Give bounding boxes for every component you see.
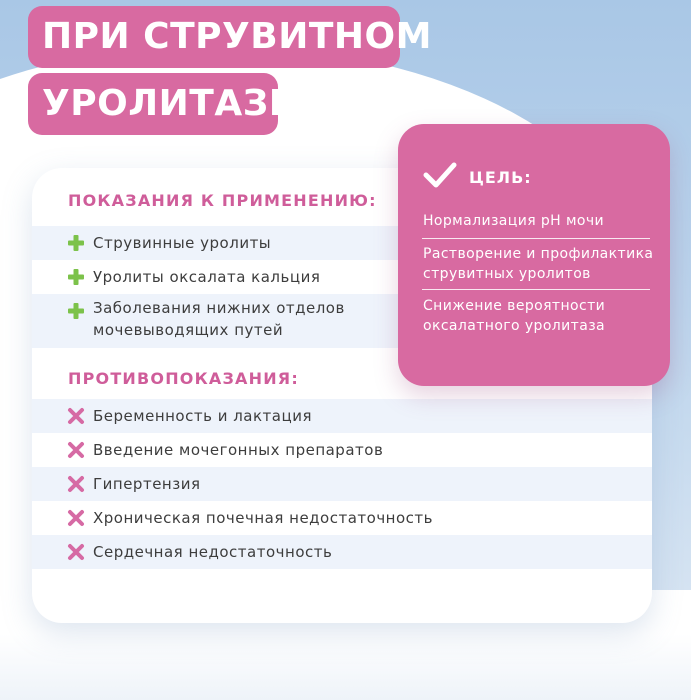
cross-icon [66,440,86,460]
contraindication-text: Сердечная недостаточность [93,543,333,561]
goal-item: Растворение и профилактика струвитных уролитов [423,246,654,282]
cross-icon [66,542,86,562]
cross-icon [66,474,86,494]
indication-row [32,226,432,260]
contraindication-row [32,433,652,467]
contraindications-title: ПРОТИВОПОКАЗАНИЯ: [68,369,299,388]
check-icon [422,160,458,190]
indication-row [32,294,432,348]
plus-icon [66,301,86,321]
goal-item: Нормализация pH мочи [423,213,605,229]
indication-row [32,260,432,294]
indication-text: Струвинные уролиты [93,234,272,252]
contraindication-row [32,535,652,569]
goal-divider [422,238,650,239]
plus-icon [66,267,86,287]
contraindication-row [32,467,652,501]
indication-text: Уролиты оксалата кальция [93,268,321,286]
contraindication-row [32,399,652,433]
goal-title: ЦЕЛЬ: [469,168,532,187]
contraindication-text: Гипертензия [93,475,201,493]
contraindication-text: Беременность и лактация [93,407,312,425]
plus-icon [66,233,86,253]
contraindication-row [32,501,652,535]
cross-icon [66,508,86,528]
page-title-line-2: УРОЛИТАЗЕ [28,73,278,135]
goal-item: Снижение вероятности оксалатного уролитаза [423,298,606,334]
contraindication-text: Хроническая почечная недостаточность [93,509,433,527]
page-title-line-1: ПРИ СТРУВИТНОМ [28,6,400,68]
indication-text: Заболевания нижних отделов мочевыводящих путей [93,299,345,339]
goal-box [398,124,670,386]
indications-title: ПОКАЗАНИЯ К ПРИМЕНЕНИЮ: [68,191,377,210]
contraindication-text: Введение мочегонных препаратов [93,441,384,459]
goal-divider [422,289,650,290]
cross-icon [66,406,86,426]
